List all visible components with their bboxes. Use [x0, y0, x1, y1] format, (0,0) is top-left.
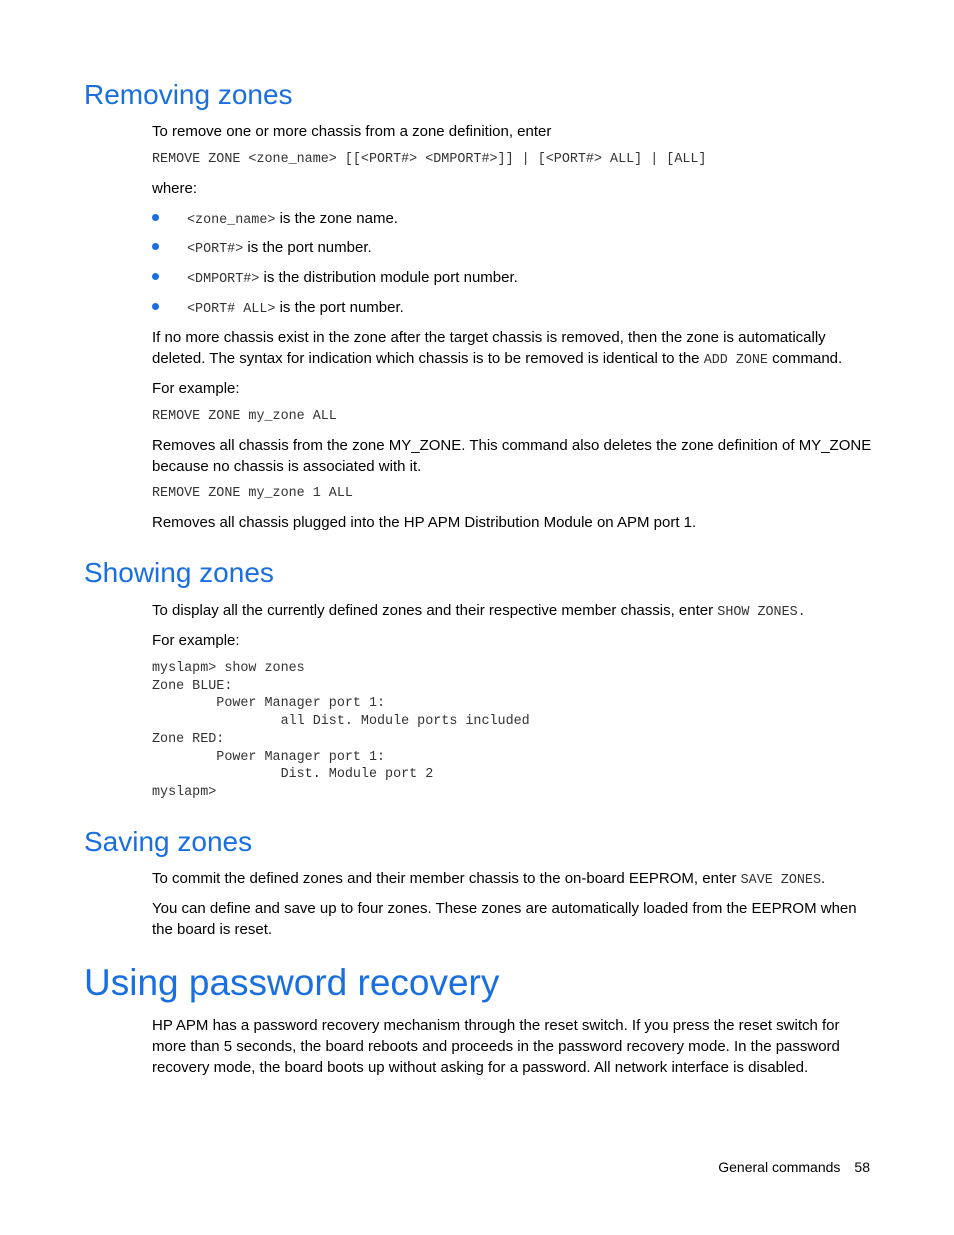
bullet-icon — [152, 303, 159, 310]
removing-intro: To remove one or more chassis from a zone definition, enter — [152, 123, 552, 140]
where-label: where: — [152, 180, 198, 197]
bullet-icon — [152, 273, 159, 280]
bullet-text: is the distribution module port number. — [259, 269, 518, 286]
example-label: For example: — [152, 380, 240, 397]
footer-section-title: General commands — [718, 1159, 841, 1175]
bullet-text: is the port number. — [243, 239, 372, 256]
example-label: For example: — [152, 632, 240, 649]
code-line: myslapm> — [152, 784, 217, 800]
show-zones-output — [152, 660, 530, 802]
inline-code-add-zone: ADD ZONE — [703, 353, 768, 368]
code-line: Power Manager port 1: — [152, 749, 386, 765]
saving-intro: To commit the defined zones and their member chassis to the on-board EEPROM, enter SAVE ZONES. — [152, 870, 826, 888]
bullet-text: is the zone name. — [275, 210, 398, 227]
page-number: 58 — [854, 1159, 870, 1175]
showing-intro: To display all the currently defined zones and their respective member chassis, enter SHOW ZONES. — [152, 602, 806, 620]
inline-code-show-zones: SHOW ZONES. — [717, 605, 806, 620]
heading-saving-zones: Saving zones — [84, 826, 253, 857]
bullet-text: is the port number. — [275, 299, 404, 316]
code-line: Zone RED: — [152, 731, 225, 747]
remove-zone-syntax: REMOVE ZONE <zone_name> [[<PORT#> <DMPORT#>]] | [<PORT#> ALL] | [ALL] — [152, 152, 707, 167]
code-line: myslapm> show zones — [152, 661, 305, 676]
bullet-code: <PORT# ALL> — [187, 302, 276, 317]
bullet-code: <PORT#> — [187, 242, 244, 257]
saving-paragraph: You can define and save up to four zones. These zones are automatically loaded from the EEPROM when the board is reset. — [152, 900, 857, 938]
password-paragraph: HP APM has a password recovery mechanism through the reset switch. If you press the reset switch for more than 5 seconds, the board reboots and proceeds in the password recovery mode. In the password recovery mode, the board boots up without asking for a password. All network interface is disabled. — [152, 1017, 840, 1076]
heading-password-recovery: Using password recovery — [84, 962, 500, 1003]
heading-showing-zones: Showing zones — [84, 557, 274, 588]
example1-code: REMOVE ZONE my_zone ALL — [152, 409, 337, 424]
code-line: all Dist. Module ports included — [152, 714, 530, 730]
bullet-code: <DMPORT#> — [187, 272, 260, 287]
code-line: Dist. Module port 2 — [152, 767, 434, 783]
code-line: Zone BLUE: — [152, 678, 233, 694]
page-footer — [718, 1157, 870, 1177]
example2-description: Removes all chassis plugged into the HP APM Distribution Module on APM port 1. — [152, 514, 697, 531]
removing-paragraph: If no more chassis exist in the zone after the target chassis is removed, then the zone is automatically deleted. The syntax for indication which chassis is to be removed is identical to the ADD ZONE command. — [152, 329, 843, 368]
bullet-code: <zone_name> — [187, 213, 276, 228]
code-line: Power Manager port 1: — [152, 696, 386, 712]
example2-code: REMOVE ZONE my_zone 1 ALL — [152, 486, 353, 501]
example1-description: Removes all chassis from the zone MY_ZONE. This command also deletes the zone definition of MY_ZONE because no chassis is associated with it. — [152, 437, 872, 475]
bullet-icon — [152, 214, 159, 221]
inline-code-save-zones: SAVE ZONES — [740, 873, 821, 888]
bullet-icon — [152, 243, 159, 250]
heading-removing-zones: Removing zones — [84, 79, 293, 110]
